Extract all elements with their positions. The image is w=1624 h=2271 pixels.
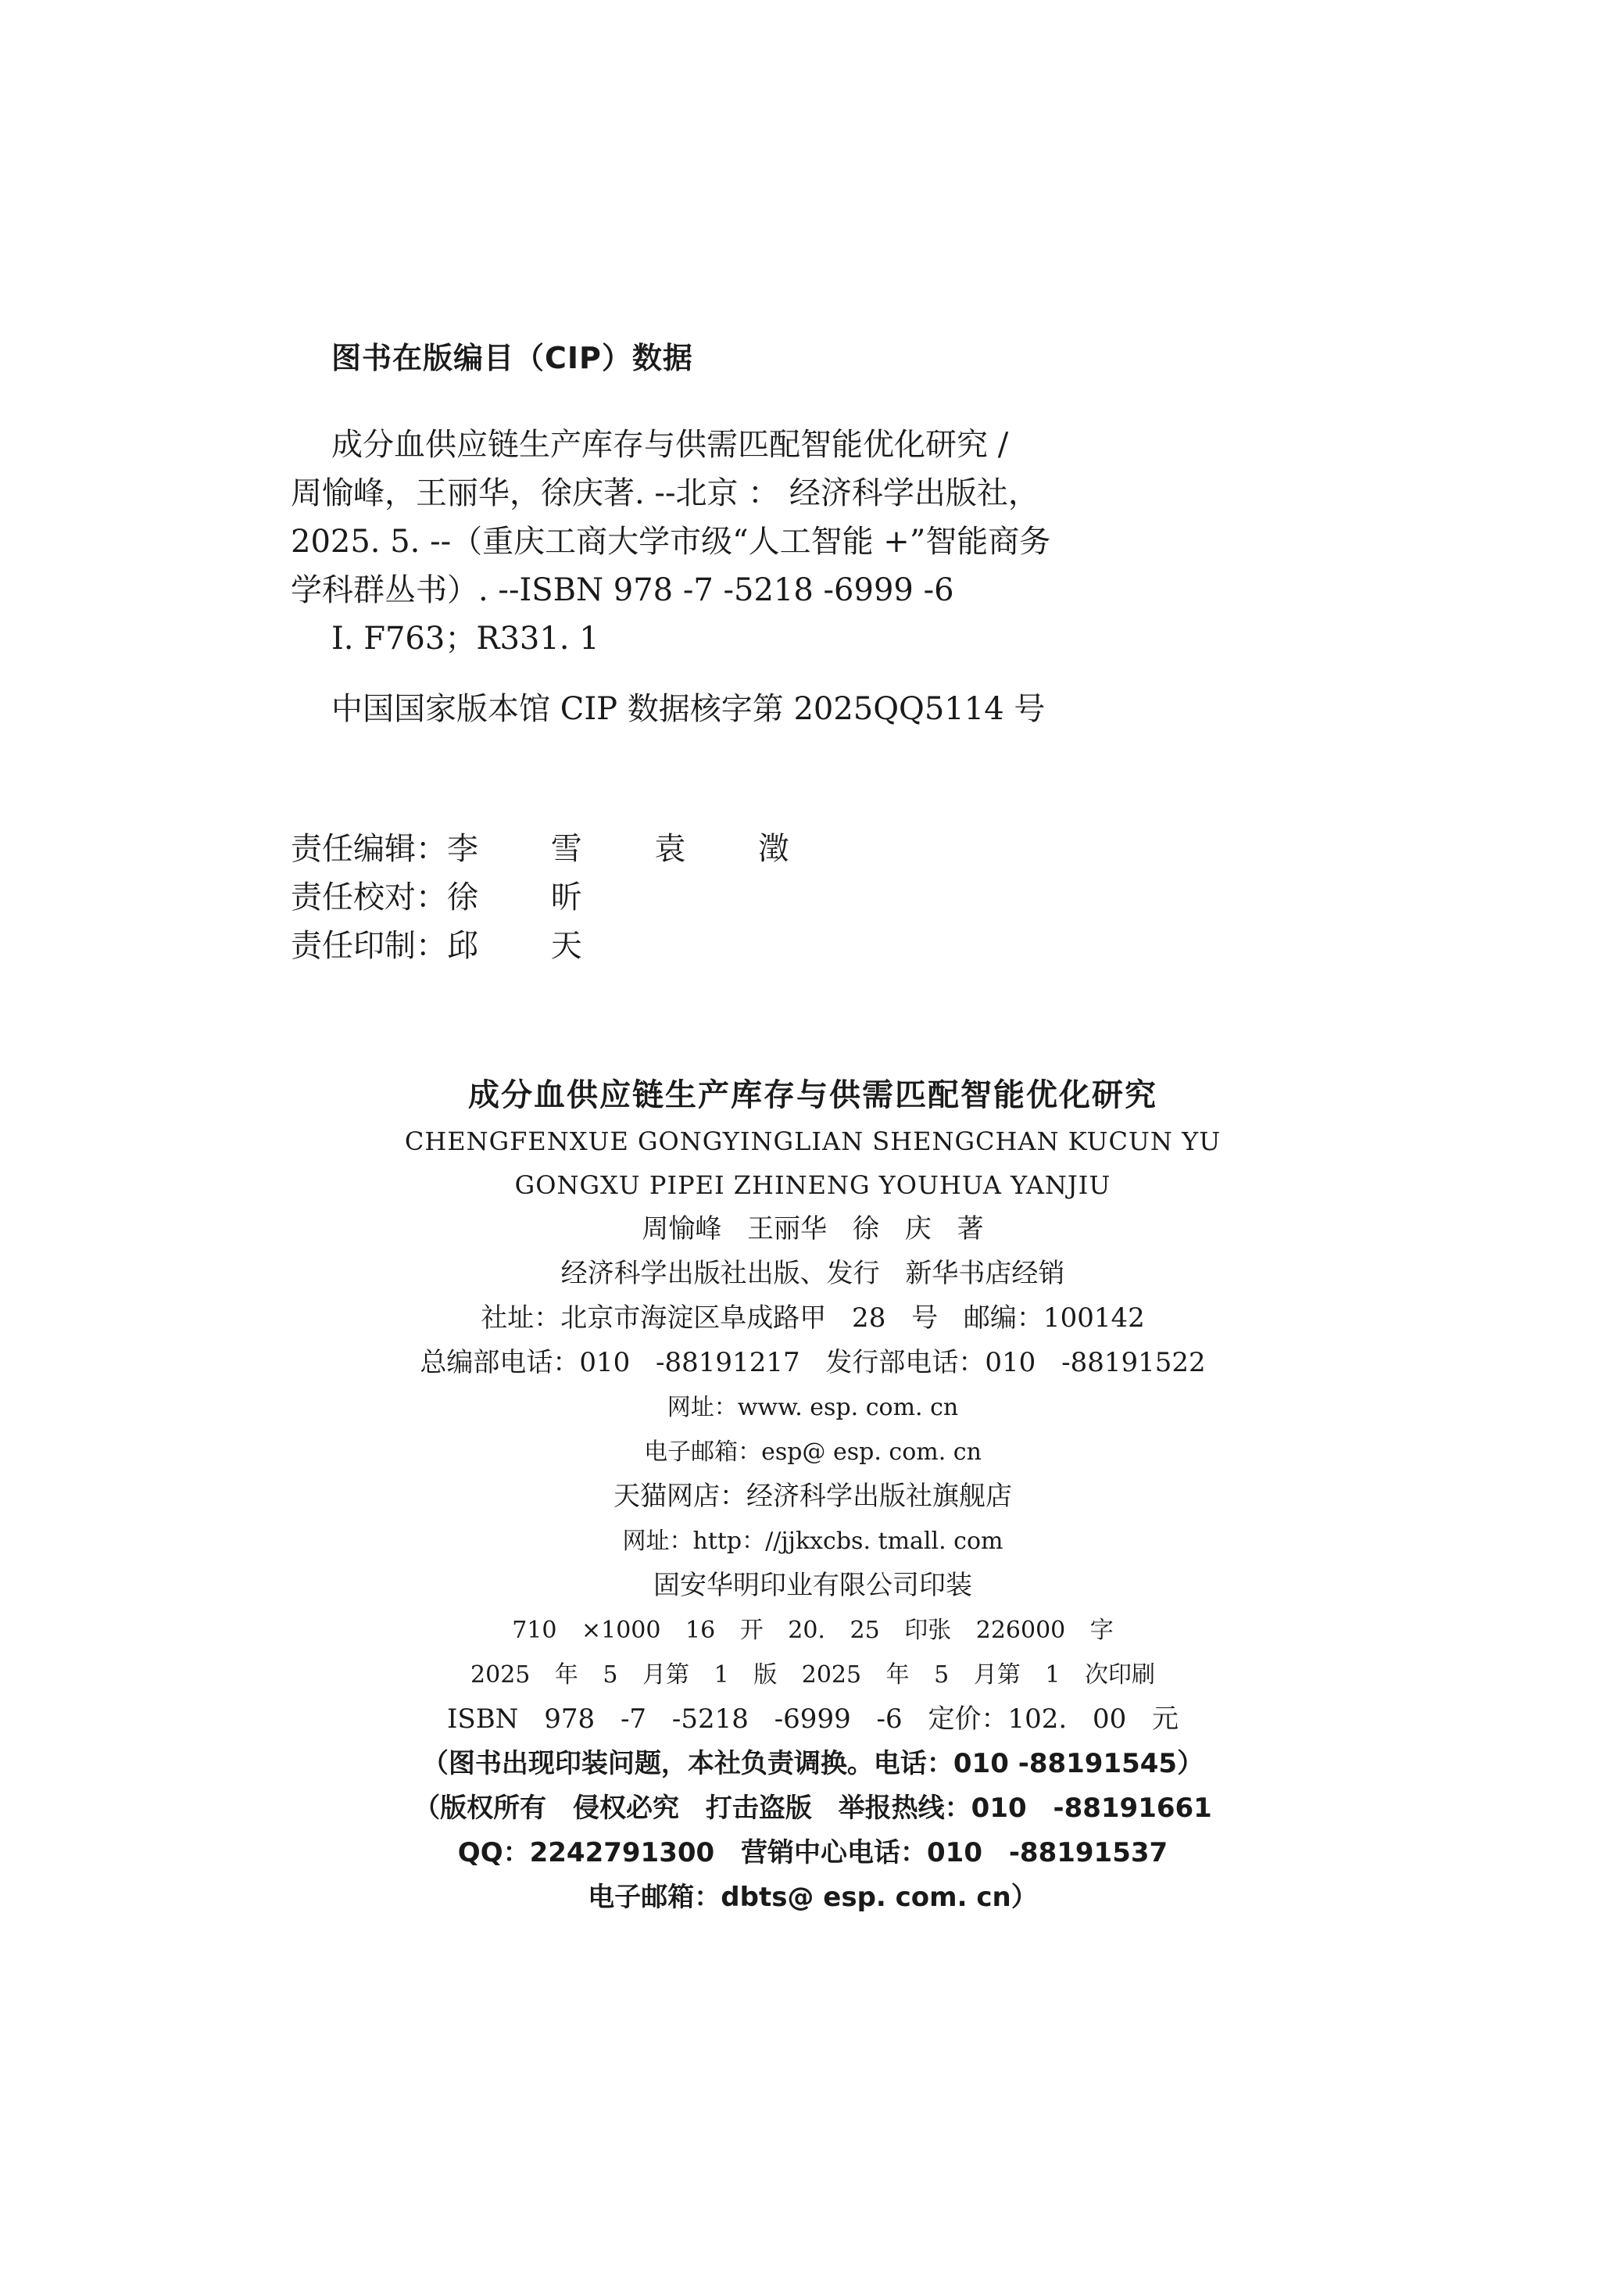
email: 电子邮箱：esp@ esp. com. cn bbox=[644, 1438, 982, 1466]
staff-role: 责任印制： bbox=[291, 928, 447, 964]
book-title-pinyin-2: GONGXU PIPEI ZHINENG YOUHUA YANJIU bbox=[514, 1170, 1111, 1200]
book-format: 710 ×1000 16 开 20. 25 印张 226000 字 bbox=[512, 1617, 1114, 1644]
website: 网址：www. esp. com. cn bbox=[667, 1394, 959, 1421]
cip-line: 成分血供应链生产库存与供需匹配智能优化研究 / bbox=[331, 427, 1009, 463]
authors: 周愉峰 王丽华 徐 庆 著 bbox=[642, 1213, 984, 1245]
staff-names: 徐 昕 bbox=[447, 879, 603, 915]
phones: 总编部电话：010 -88191217 发行部电话：010 -88191522 bbox=[420, 1347, 1206, 1378]
cip-classification: Ⅰ. F763；R331. 1 bbox=[331, 621, 599, 657]
staff-names: 邱 天 bbox=[447, 928, 603, 964]
staff-role: 责任编辑： bbox=[291, 831, 447, 867]
isbn-price: ISBN 978 -7 -5218 -6999 -6 定价：102. 00 元 bbox=[446, 1703, 1179, 1735]
staff-row-printing bbox=[291, 922, 1229, 970]
notice-print-issue: （图书出现印装问题，本社负责调换。电话：010 -88191545） bbox=[421, 1748, 1204, 1779]
address: 社址：北京市海淀区阜成路甲 28 号 邮编：100142 bbox=[481, 1302, 1145, 1334]
book-title-pinyin-1: CHENGFENXUE GONGYINGLIAN SHENGCHAN KUCUN YU bbox=[404, 1127, 1222, 1156]
cip-line: 学科群丛书）. --ISBN 978 -7 -5218 -6999 -6 bbox=[291, 572, 954, 608]
tmall-store: 天猫网店：经济科学出版社旗舰店 bbox=[613, 1481, 1012, 1512]
cip-line: 2025. 5. --（重庆工商大学市级“人工智能 +”智能商务 bbox=[291, 524, 1051, 560]
tmall-url: 网址：http：//jjkxcbs. tmall. com bbox=[622, 1528, 1003, 1555]
cip-heading: 图书在版编目（CIP）数据 bbox=[331, 341, 693, 375]
staff-credits bbox=[291, 825, 1229, 970]
staff-row-proofreader bbox=[291, 873, 1229, 922]
cip-data-block bbox=[291, 336, 1463, 733]
cip-entry bbox=[291, 421, 1463, 663]
publisher: 经济科学出版社出版、发行 新华书店经销 bbox=[560, 1258, 1065, 1289]
notice-copyright: （版权所有 侵权必究 打击盗版 举报热线：010 -88191661 bbox=[413, 1793, 1212, 1824]
staff-names: 李 雪 袁 澂 bbox=[447, 831, 810, 867]
printer: 固安华明印业有限公司印装 bbox=[653, 1570, 972, 1601]
notice-qq-marketing: QQ：2242791300 营销中心电话：010 -88191537 bbox=[457, 1837, 1168, 1868]
cip-check-number: 中国国家版本馆 CIP 数据核字第 2025QQ5114 号 bbox=[331, 691, 1046, 727]
notice-email: 电子邮箱：dbts@ esp. com. cn） bbox=[588, 1882, 1038, 1913]
colophon bbox=[344, 1071, 1282, 1920]
staff-row-editor bbox=[291, 825, 1229, 873]
book-title: 成分血供应链生产库存与供需匹配智能优化研究 bbox=[468, 1077, 1157, 1113]
edition-info: 2025 年 5 月第 1 版 2025 年 5 月第 1 次印刷 bbox=[470, 1661, 1155, 1689]
staff-role: 责任校对： bbox=[291, 879, 447, 915]
cip-line: 周愉峰，王丽华，徐庆著. --北京 ： 经济科学出版社， bbox=[291, 475, 1039, 511]
